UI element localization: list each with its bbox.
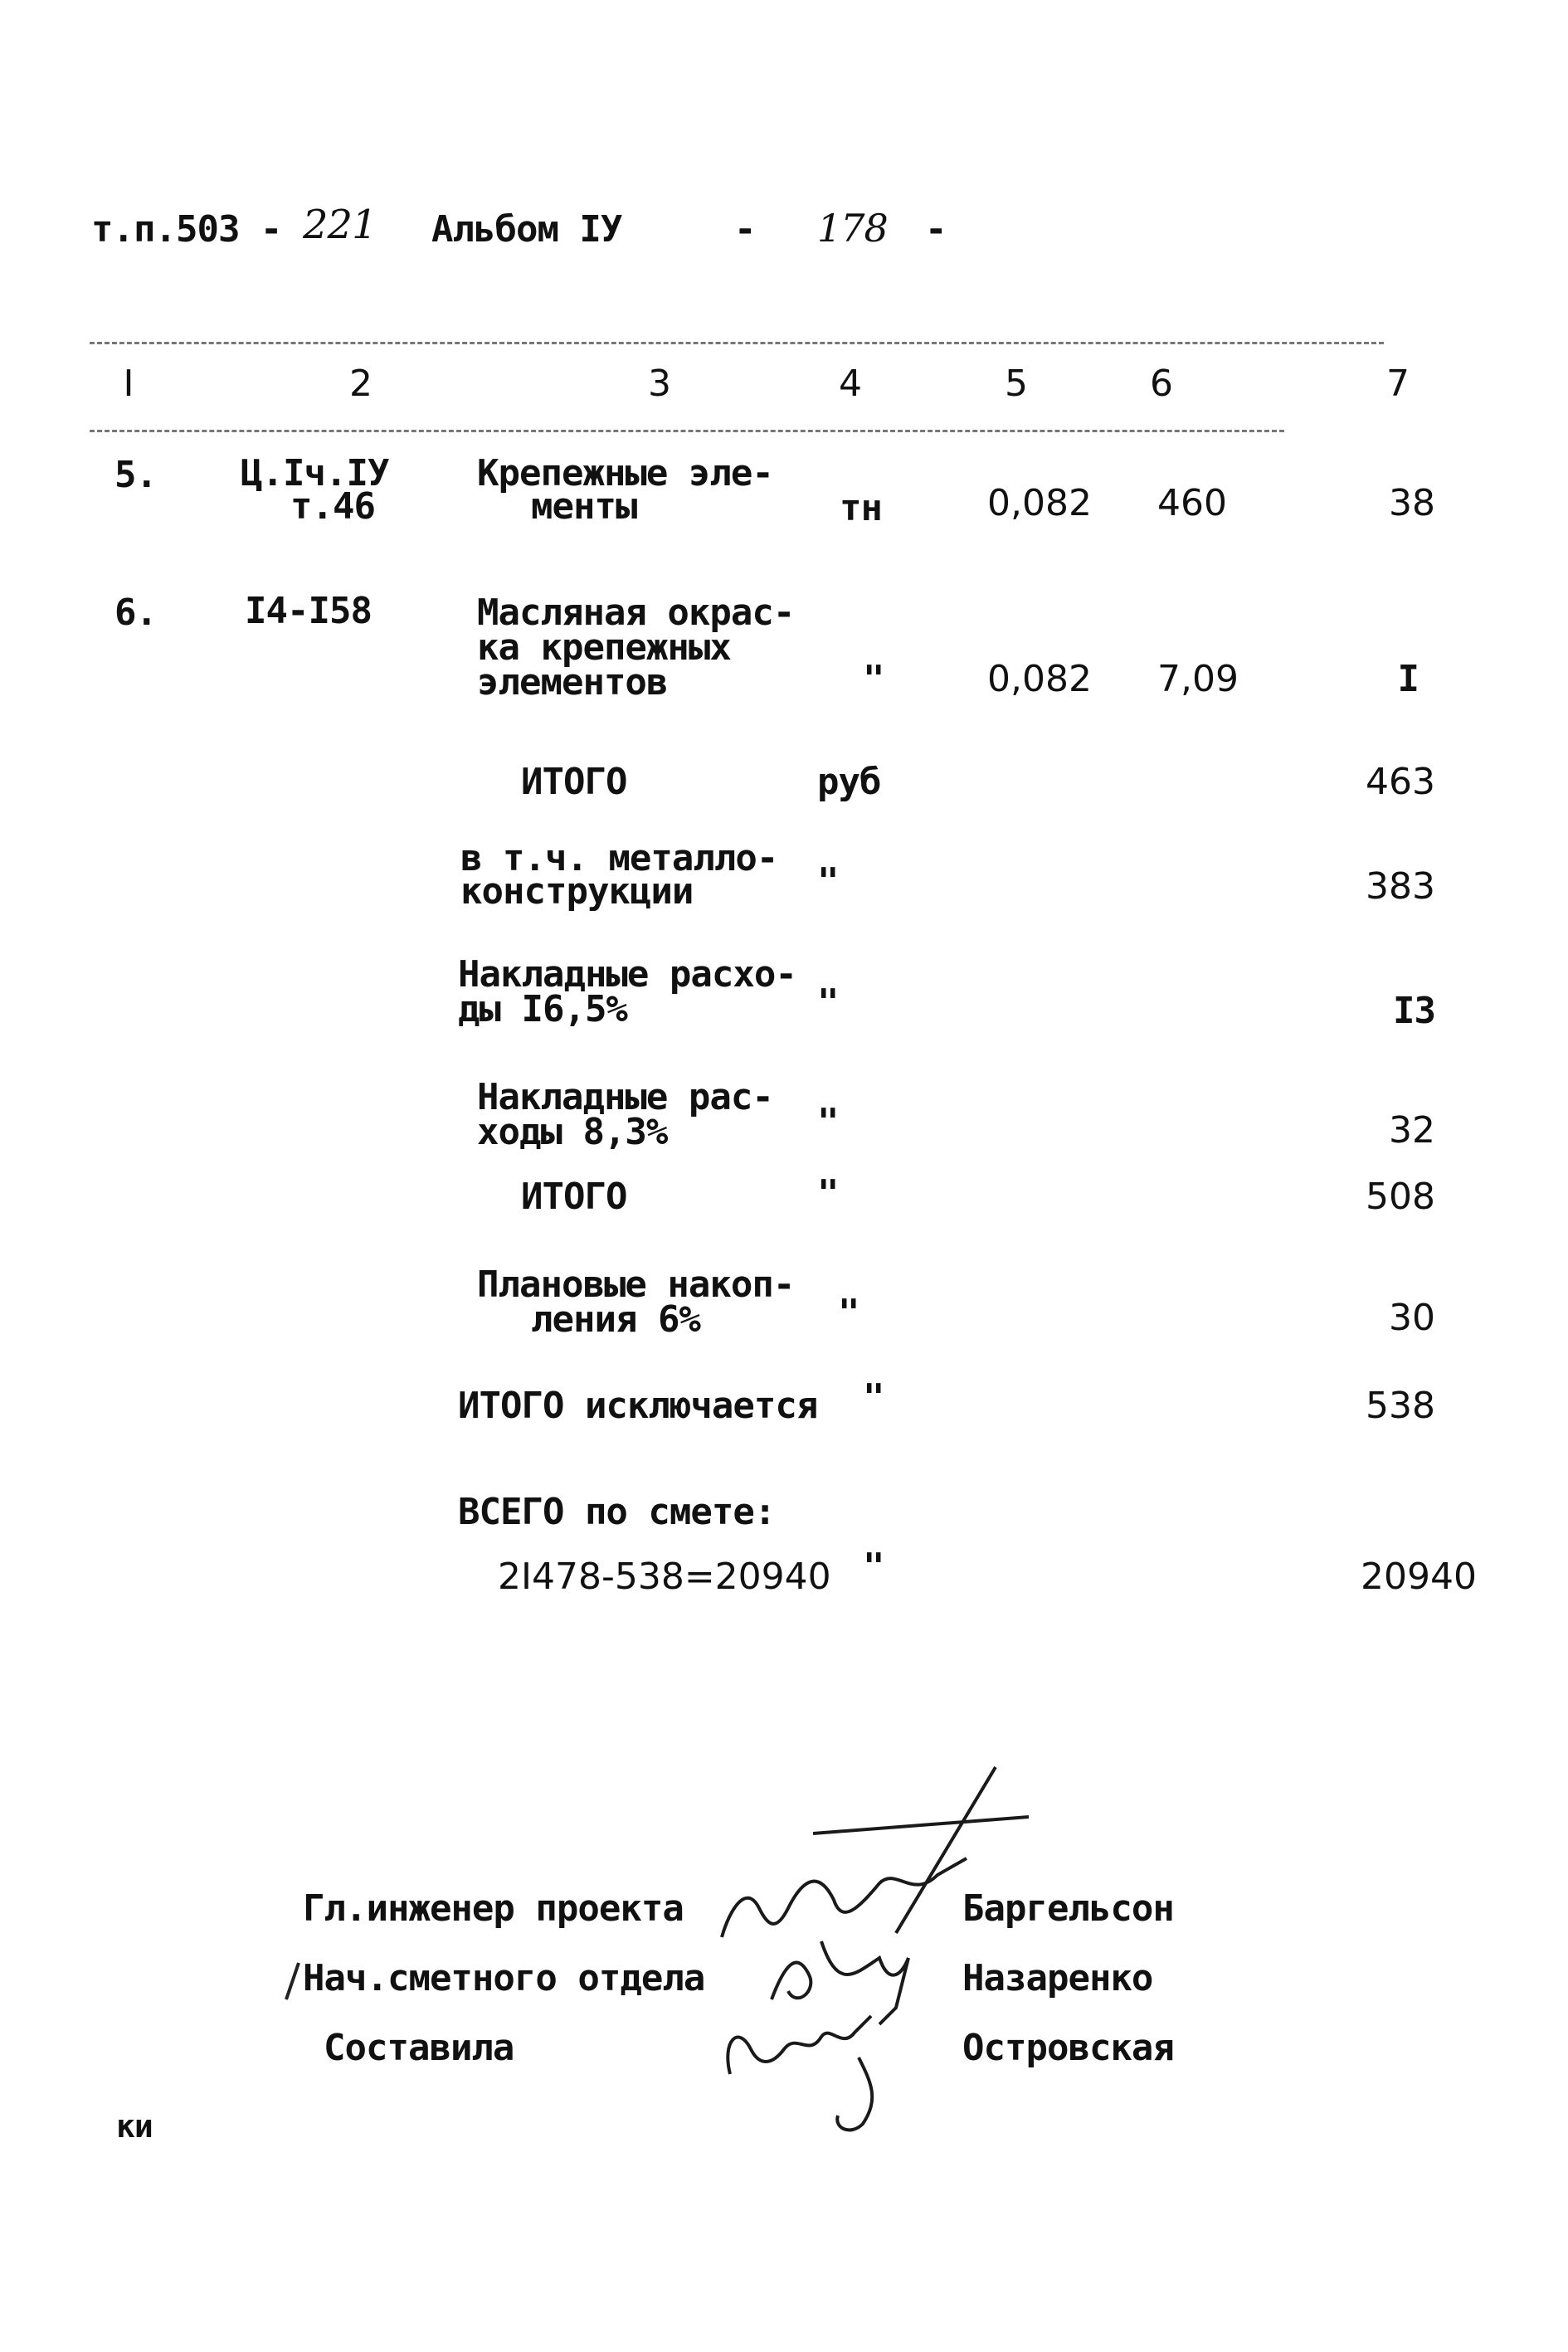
signatory-1-role: Гл.инженер проекта <box>303 1887 684 1930</box>
row-5-name-1: Крепежные эле- <box>477 452 773 494</box>
header-dash-2: - <box>925 208 947 251</box>
summary-excluded-label: ИТОГО исключается <box>458 1385 818 1427</box>
row-5-price: 460 <box>1157 482 1227 524</box>
row-6-name-3: элементов <box>477 661 668 704</box>
signatory-2-name: Назаренко <box>962 1957 1153 1999</box>
summary-total-2-value: 508 <box>1366 1176 1435 1218</box>
row-5-unit: тн <box>840 487 882 529</box>
doc-ref: т.п.503 - <box>91 208 282 251</box>
grand-total-label: ВСЕГО по смете: <box>458 1491 776 1533</box>
grand-total-value: 20940 <box>1361 1556 1477 1598</box>
summary-total-2-unit: " <box>817 1172 839 1215</box>
summary-total-1-value: 463 <box>1366 761 1435 803</box>
summary-savings-value: 30 <box>1389 1297 1435 1339</box>
row-5-qty: 0,082 <box>987 482 1092 524</box>
grand-total-unit: " <box>863 1546 884 1588</box>
summary-excluded-unit: " <box>863 1376 884 1419</box>
signature-2 <box>772 1941 908 2024</box>
summary-overhead-2-value: 32 <box>1389 1109 1435 1152</box>
col-4-header: 4 <box>839 363 862 405</box>
summary-total-1-label: ИТОГО <box>521 761 627 803</box>
doc-ref-handwritten: 221 <box>303 202 377 248</box>
album-title: Альбом IУ <box>431 208 622 251</box>
margin-slash-mark <box>286 1963 299 1999</box>
summary-overhead-2-label-1: Накладные рас- <box>477 1076 773 1118</box>
row-5-no: 5. <box>114 454 157 496</box>
summary-savings-label-2: ления 6% <box>531 1298 700 1341</box>
row-5-code-2: т.46 <box>290 485 375 528</box>
summary-overhead-1-label-1: Накладные расхо- <box>458 953 796 996</box>
summary-overhead-1-value: I3 <box>1393 990 1435 1032</box>
signature-1 <box>722 1767 1029 1937</box>
header-dash-1: - <box>734 208 756 251</box>
row-5-name-2: менты <box>531 485 637 528</box>
summary-total-2-label: ИТОГО <box>521 1176 627 1218</box>
row-6-name-1: Масляная окрас- <box>477 592 795 634</box>
signatory-1-name: Баргельсон <box>962 1887 1174 1930</box>
row-6-qty: 0,082 <box>987 658 1092 700</box>
col-6-header: 6 <box>1150 363 1173 405</box>
summary-overhead-2-unit: " <box>817 1101 839 1143</box>
col-1-header: I <box>123 363 134 405</box>
row-6-no: 6. <box>114 592 157 634</box>
page-number: 178 <box>817 206 888 251</box>
summary-overhead-1-label-2: ды I6,5% <box>458 988 627 1030</box>
signatory-2-role: Нач.сметного отдела <box>303 1957 705 1999</box>
summary-overhead-1-unit: " <box>817 981 839 1024</box>
col-5-header: 5 <box>1005 363 1028 405</box>
row-5-total: 38 <box>1389 482 1435 524</box>
col-7-header: 7 <box>1386 363 1410 405</box>
footer-mark: ки <box>116 2108 153 2145</box>
row-6-price: 7,09 <box>1157 658 1239 700</box>
row-6-total: I <box>1397 658 1419 700</box>
summary-excluded-value: 538 <box>1366 1385 1435 1427</box>
summary-savings-unit: " <box>838 1292 859 1334</box>
summary-metal-value: 383 <box>1366 865 1435 908</box>
row-6-unit: " <box>863 658 884 700</box>
summary-savings-label-1: Плановые накоп- <box>477 1264 795 1306</box>
row-6-name-2: ка крепежных <box>477 626 731 669</box>
summary-metal-label-1: в т.ч. металло- <box>460 837 778 879</box>
row-6-code-1: I4-I58 <box>245 590 372 632</box>
col-3-header: 3 <box>648 363 671 405</box>
summary-overhead-2-label-2: ходы 8,3% <box>477 1111 668 1153</box>
signatory-3-role: Составила <box>324 2027 514 2069</box>
col-2-header: 2 <box>349 363 373 405</box>
grand-total-formula: 2I478-538=20940 <box>498 1556 831 1598</box>
summary-metal-unit: " <box>817 860 839 903</box>
row-5-code-1: Ц.Iч.IУ <box>241 452 389 494</box>
summary-total-1-unit: руб <box>817 761 881 803</box>
signature-3 <box>728 2016 872 2130</box>
summary-metal-label-2: конструкции <box>460 870 694 913</box>
signatory-3-name: Островская <box>962 2027 1174 2069</box>
